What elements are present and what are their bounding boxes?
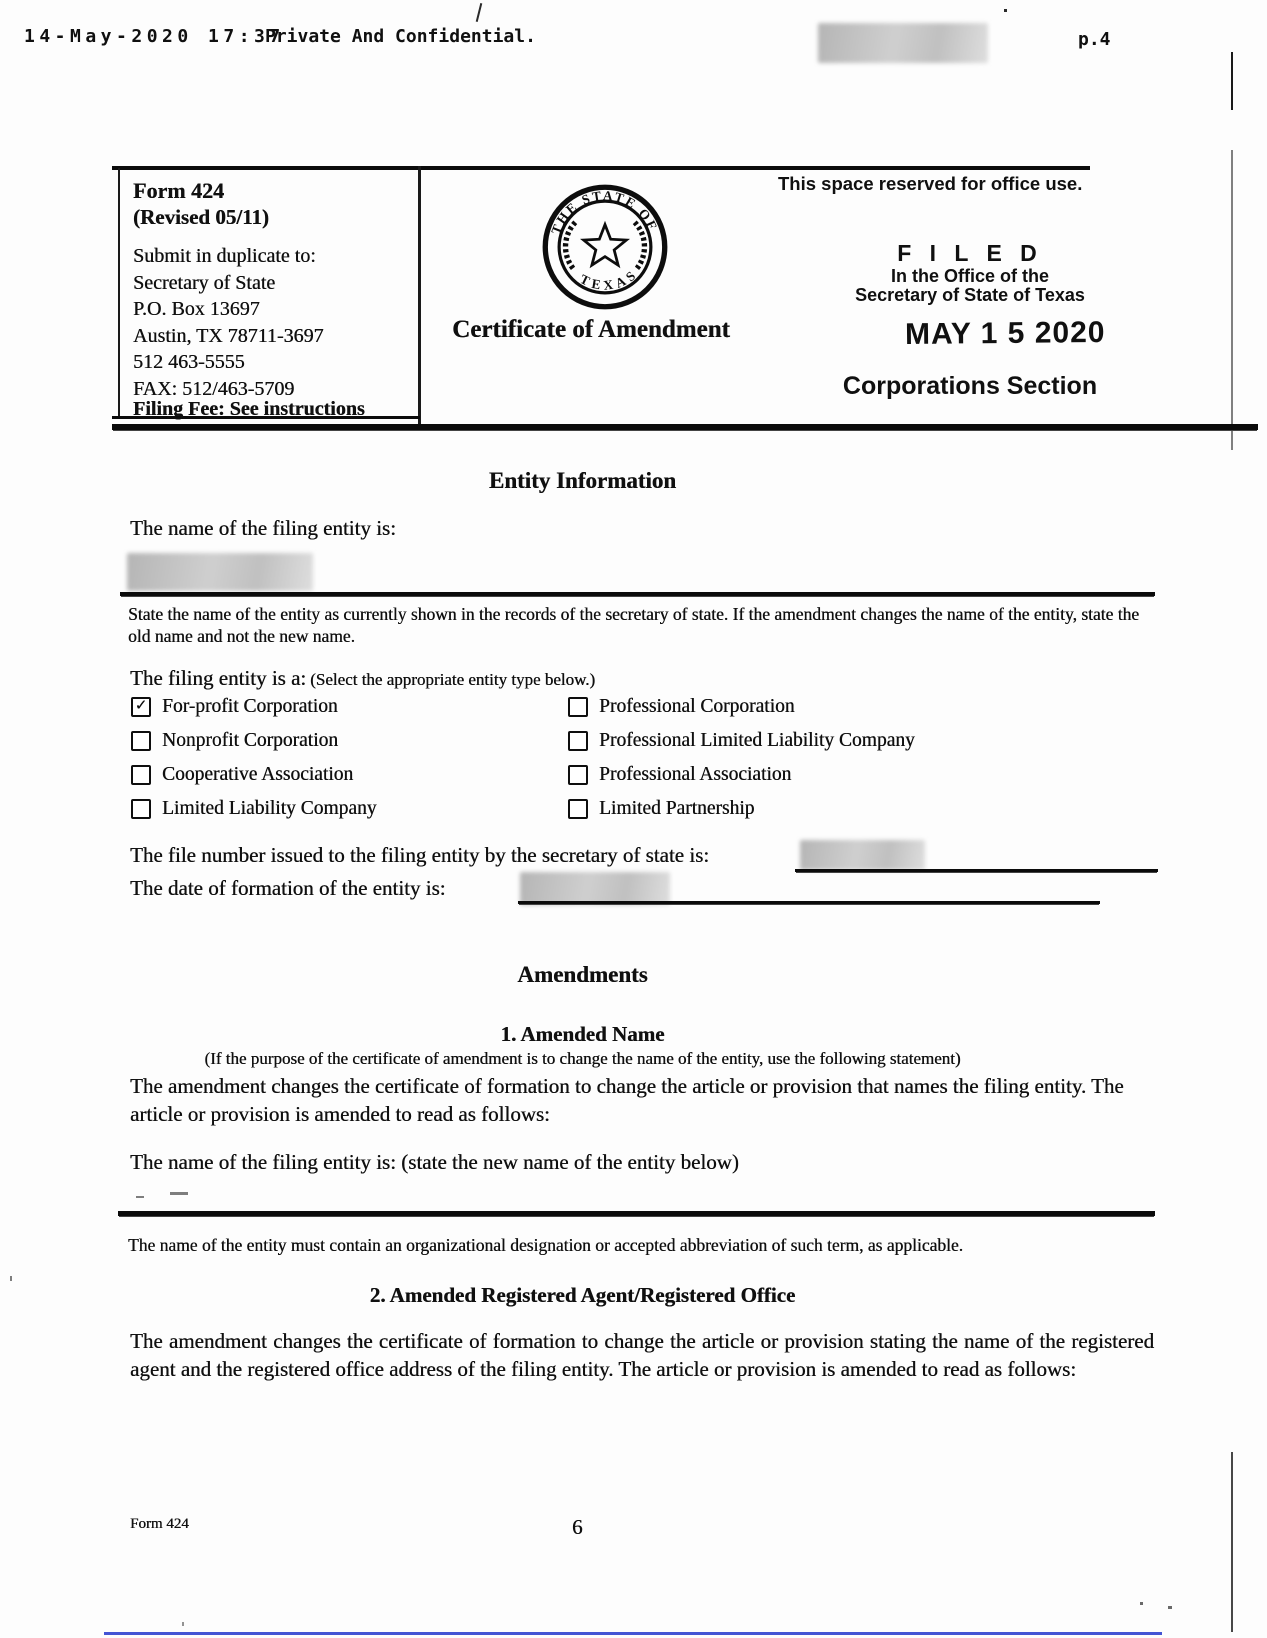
scan-edge-line (1231, 52, 1233, 110)
office-use-label: This space reserved for office use. (778, 173, 1083, 194)
redaction (818, 23, 988, 63)
entity-type-option (131, 800, 376, 818)
scan-edge-line (1231, 1452, 1233, 1632)
submit-address-block (133, 243, 324, 402)
redaction (127, 553, 313, 591)
footer-form-ref: Form 424 (130, 1516, 189, 1532)
entity-type-option-label: Cooperative Association (162, 764, 354, 785)
entity-type-option-label: Professional Limited Liability Company (599, 730, 915, 751)
scan-artifact (182, 1622, 184, 1626)
entity-type-option (568, 732, 915, 750)
entity-type-option (568, 800, 915, 818)
entity-information-heading: Entity Information (488, 468, 677, 493)
checkmark-icon: ✓ (134, 696, 148, 714)
entity-type-option-label: Limited Liability Company (162, 798, 377, 819)
entity-type-option-label: Nonprofit Corporation (162, 730, 339, 751)
header-box-top-border (112, 166, 1090, 170)
header-box-left-border (118, 168, 120, 418)
seal-wreath-left (566, 221, 577, 268)
fax-page-number: p.4 (1078, 29, 1111, 50)
seal-text-top: THE STATE OF (548, 187, 661, 237)
amended-registered-agent-body: The amendment changes the certificate of formation to change the article or provision stating the name of the registered agent and the registered office address of the filing entity. The article or provision is amended to read as follows: (130, 1329, 1154, 1381)
entity-type-option-label: Limited Partnership (599, 798, 755, 819)
entity-name-note: State the name of the entity as currently shown in the records of the secretary of state. If the amendment changes the name of the entity, state the old name and not the new name. (128, 604, 1140, 646)
seal-text-bottom: TEXAS (577, 265, 642, 293)
fax-datetime: 14-May-2020 17:37 (24, 26, 285, 47)
form-revision: (Revised 05/11) (133, 205, 269, 229)
entity-type-label: The filing entity is a: (130, 666, 307, 690)
filing-fee-note: Filing Fee: See instructions (133, 398, 365, 420)
amended-name-body: The amendment changes the certificate of formation to change the article or provision that names the filing entity. The article or provision is amended to read as follows: (130, 1074, 1124, 1126)
submit-line: Austin, TX 78711-3697 (133, 324, 324, 347)
filed-stamp-line3: Secretary of State of Texas (855, 285, 1085, 305)
entity-type-option (131, 766, 376, 784)
new-name-field[interactable] (118, 1211, 1155, 1216)
seal-wreath-right (634, 221, 645, 268)
amended-name-title: 1. Amended Name (500, 1022, 665, 1046)
scan-artifact (170, 1192, 188, 1195)
checkbox-for-profit-corporation[interactable] (131, 697, 151, 717)
entity-type-option (568, 766, 915, 784)
entity-type-hint: (Select the appropriate entity type below.) (310, 670, 596, 689)
header-box-bottom-border (112, 424, 1258, 430)
formation-date-label: The date of formation of the entity is: (130, 876, 446, 900)
filed-date-stamp: MAY 1 5 2020 (904, 315, 1106, 351)
checkbox-nonprofit-corporation[interactable] (131, 731, 151, 751)
entity-type-column-right (568, 698, 915, 818)
entity-type-prompt (130, 666, 595, 691)
checkbox-professional-association[interactable] (568, 765, 588, 785)
file-number-field[interactable] (795, 869, 1158, 872)
entity-name-label: The name of the filing entity is: (130, 516, 396, 540)
texas-state-seal-icon (541, 183, 669, 311)
entity-type-column-left (131, 698, 376, 818)
entity-type-option-label: Professional Corporation (599, 696, 795, 717)
submit-line: Submit in duplicate to: (133, 245, 316, 267)
svg-text:TEXAS (578, 265, 642, 293)
new-name-label: The name of the filing entity is: (state the new name of the entity below) (130, 1150, 739, 1174)
entity-type-option-label: For-profit Corporation (162, 696, 338, 717)
corporations-section-label: Corporations Section (842, 372, 1098, 400)
filed-stamp-line1: F I L E D (897, 240, 1043, 266)
scan-edge-line (1231, 150, 1233, 450)
checkbox-professional-llc[interactable] (568, 731, 588, 751)
scan-artifact (1140, 1602, 1143, 1605)
entity-type-option (131, 698, 376, 716)
entity-type-option (568, 698, 915, 716)
entity-name-field[interactable] (120, 592, 1155, 596)
scan-artifact (1168, 1606, 1172, 1609)
entity-type-option (131, 732, 376, 750)
checkbox-limited-partnership[interactable] (568, 799, 588, 819)
filed-stamp-line2: In the Office of the (890, 266, 1049, 286)
entity-type-option-label: Professional Association (599, 764, 792, 785)
scan-artifact (136, 1196, 144, 1198)
seal-star (584, 225, 627, 266)
form-number: Form 424 (133, 178, 225, 203)
file-number-label: The file number issued to the filing entity by the secretary of state is: (130, 843, 710, 867)
fax-bottom-line (104, 1632, 1162, 1635)
footer-page-number: 6 (572, 1515, 583, 1539)
redaction (800, 840, 925, 870)
formation-date-field[interactable] (518, 901, 1100, 904)
scan-artifact (1004, 9, 1007, 12)
scan-artifact (10, 1276, 12, 1281)
checkbox-limited-liability-company[interactable] (131, 799, 151, 819)
checkbox-cooperative-association[interactable] (131, 765, 151, 785)
submit-line: 512 463-5555 (133, 351, 245, 373)
submit-line: P.O. Box 13697 (133, 298, 260, 320)
amended-name-hint: (If the purpose of the certificate of amendment is to change the name of the entity, use the following statement) (204, 1049, 961, 1068)
amendments-heading: Amendments (517, 962, 648, 987)
scan-artifact (476, 3, 483, 22)
submit-line: FAX: 512/463-5709 (133, 377, 295, 400)
fax-confidential-label: Private And Confidential. (265, 26, 536, 47)
submit-line: Secretary of State (133, 271, 276, 294)
header-box-divider (418, 166, 421, 430)
name-designation-note: The name of the entity must contain an organizational designation or accepted abbreviation of such term, as applicable. (128, 1235, 964, 1255)
document-title: Certificate of Amendment (452, 316, 730, 343)
checkbox-professional-corporation[interactable] (568, 697, 588, 717)
amended-registered-agent-title: 2. Amended Registered Agent/Registered Office (369, 1283, 796, 1307)
